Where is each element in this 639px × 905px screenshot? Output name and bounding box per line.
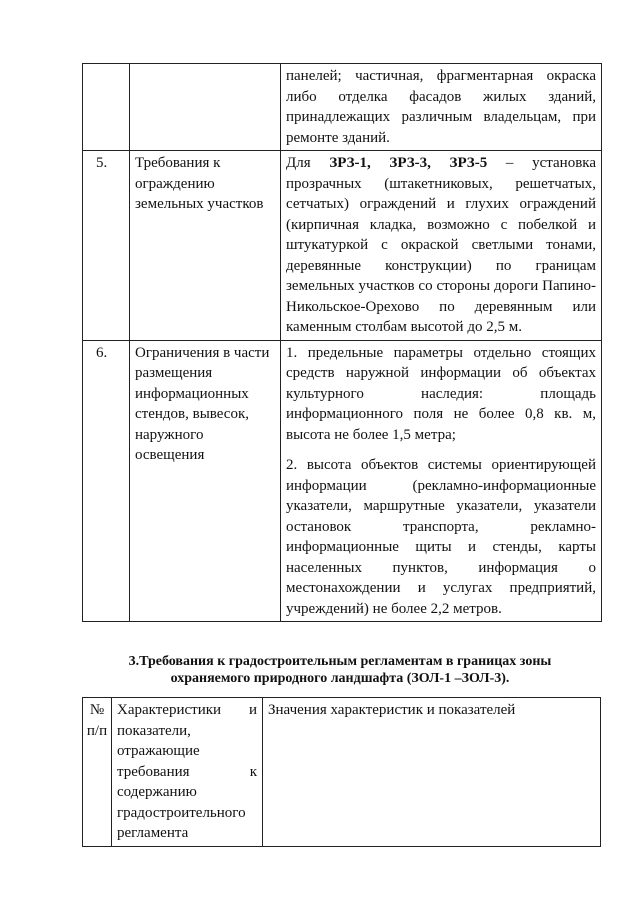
zol-table <box>82 697 601 847</box>
value-paragraph-2: 2. высота объектов системы ориентирующей информации (рекламно-информационные указатели, маршрутные указатели, указатели остановок транспорта, рекламно-информационные щиты и стенды, карты населенных пунктов, информация о местонахождении и услугах предприятий, учреждений) не более 2,2 метров. <box>286 457 596 617</box>
table-header-row <box>83 698 601 847</box>
row-characteristic <box>130 64 281 151</box>
zone-codes: ЗРЗ-1, ЗРЗ-3, ЗРЗ-5 <box>329 155 488 171</box>
row-characteristic: Ограничения в части размещения информационных стендов, вывесок, наружного освещения <box>130 340 281 622</box>
table-row <box>83 151 602 341</box>
table-row <box>83 64 602 151</box>
row-number <box>83 64 130 151</box>
header-values: Значения характеристик и показателей <box>263 698 601 847</box>
row-number: 5. <box>83 151 130 341</box>
section-heading: 3.Требования к градостроительным регламентам в границах зоны охраняемого природного ландшафта (ЗОЛ-1 –ЗОЛ-3). <box>128 654 552 686</box>
value-prefix: Для <box>286 155 330 171</box>
header-characteristics: Характеристики и показатели, отражающие требования к содержанию градостроительного регламента <box>112 698 263 847</box>
header-number: № п/п <box>83 698 112 847</box>
row-value: панелей; частичная, фрагментарная окраска либо отделка фасадов жилых зданий, принадлежащих различным владельцам, при ремонте зданий. <box>281 64 602 151</box>
row-value <box>281 151 602 341</box>
table-row <box>83 340 602 622</box>
value-paragraph-1: 1. предельные параметры отдельно стоящих средств наружной информации об объектах культурного наследия: площадь информационного поля не более 0,8 кв. м, высота не более 1,5 метра; <box>286 344 596 443</box>
regulations-table <box>82 63 602 622</box>
value-rest: – установка прозрачных (штакетниковых, решетчатых, сетчатых) ограждений и глухих ограждений (кирпичная кладка, возможно с побелкой и штукатуркой с окраской светлыми тонами, деревянные конструкции) по границам земельных участков со стороны дороги Папино-Никольское-Орехово по деревянным или каменным столбам высотой до 2,5 м. <box>286 155 596 335</box>
row-number: 6. <box>83 340 130 622</box>
row-characteristic: Требования к ограждению земельных участков <box>130 151 281 341</box>
row-value <box>281 340 602 622</box>
